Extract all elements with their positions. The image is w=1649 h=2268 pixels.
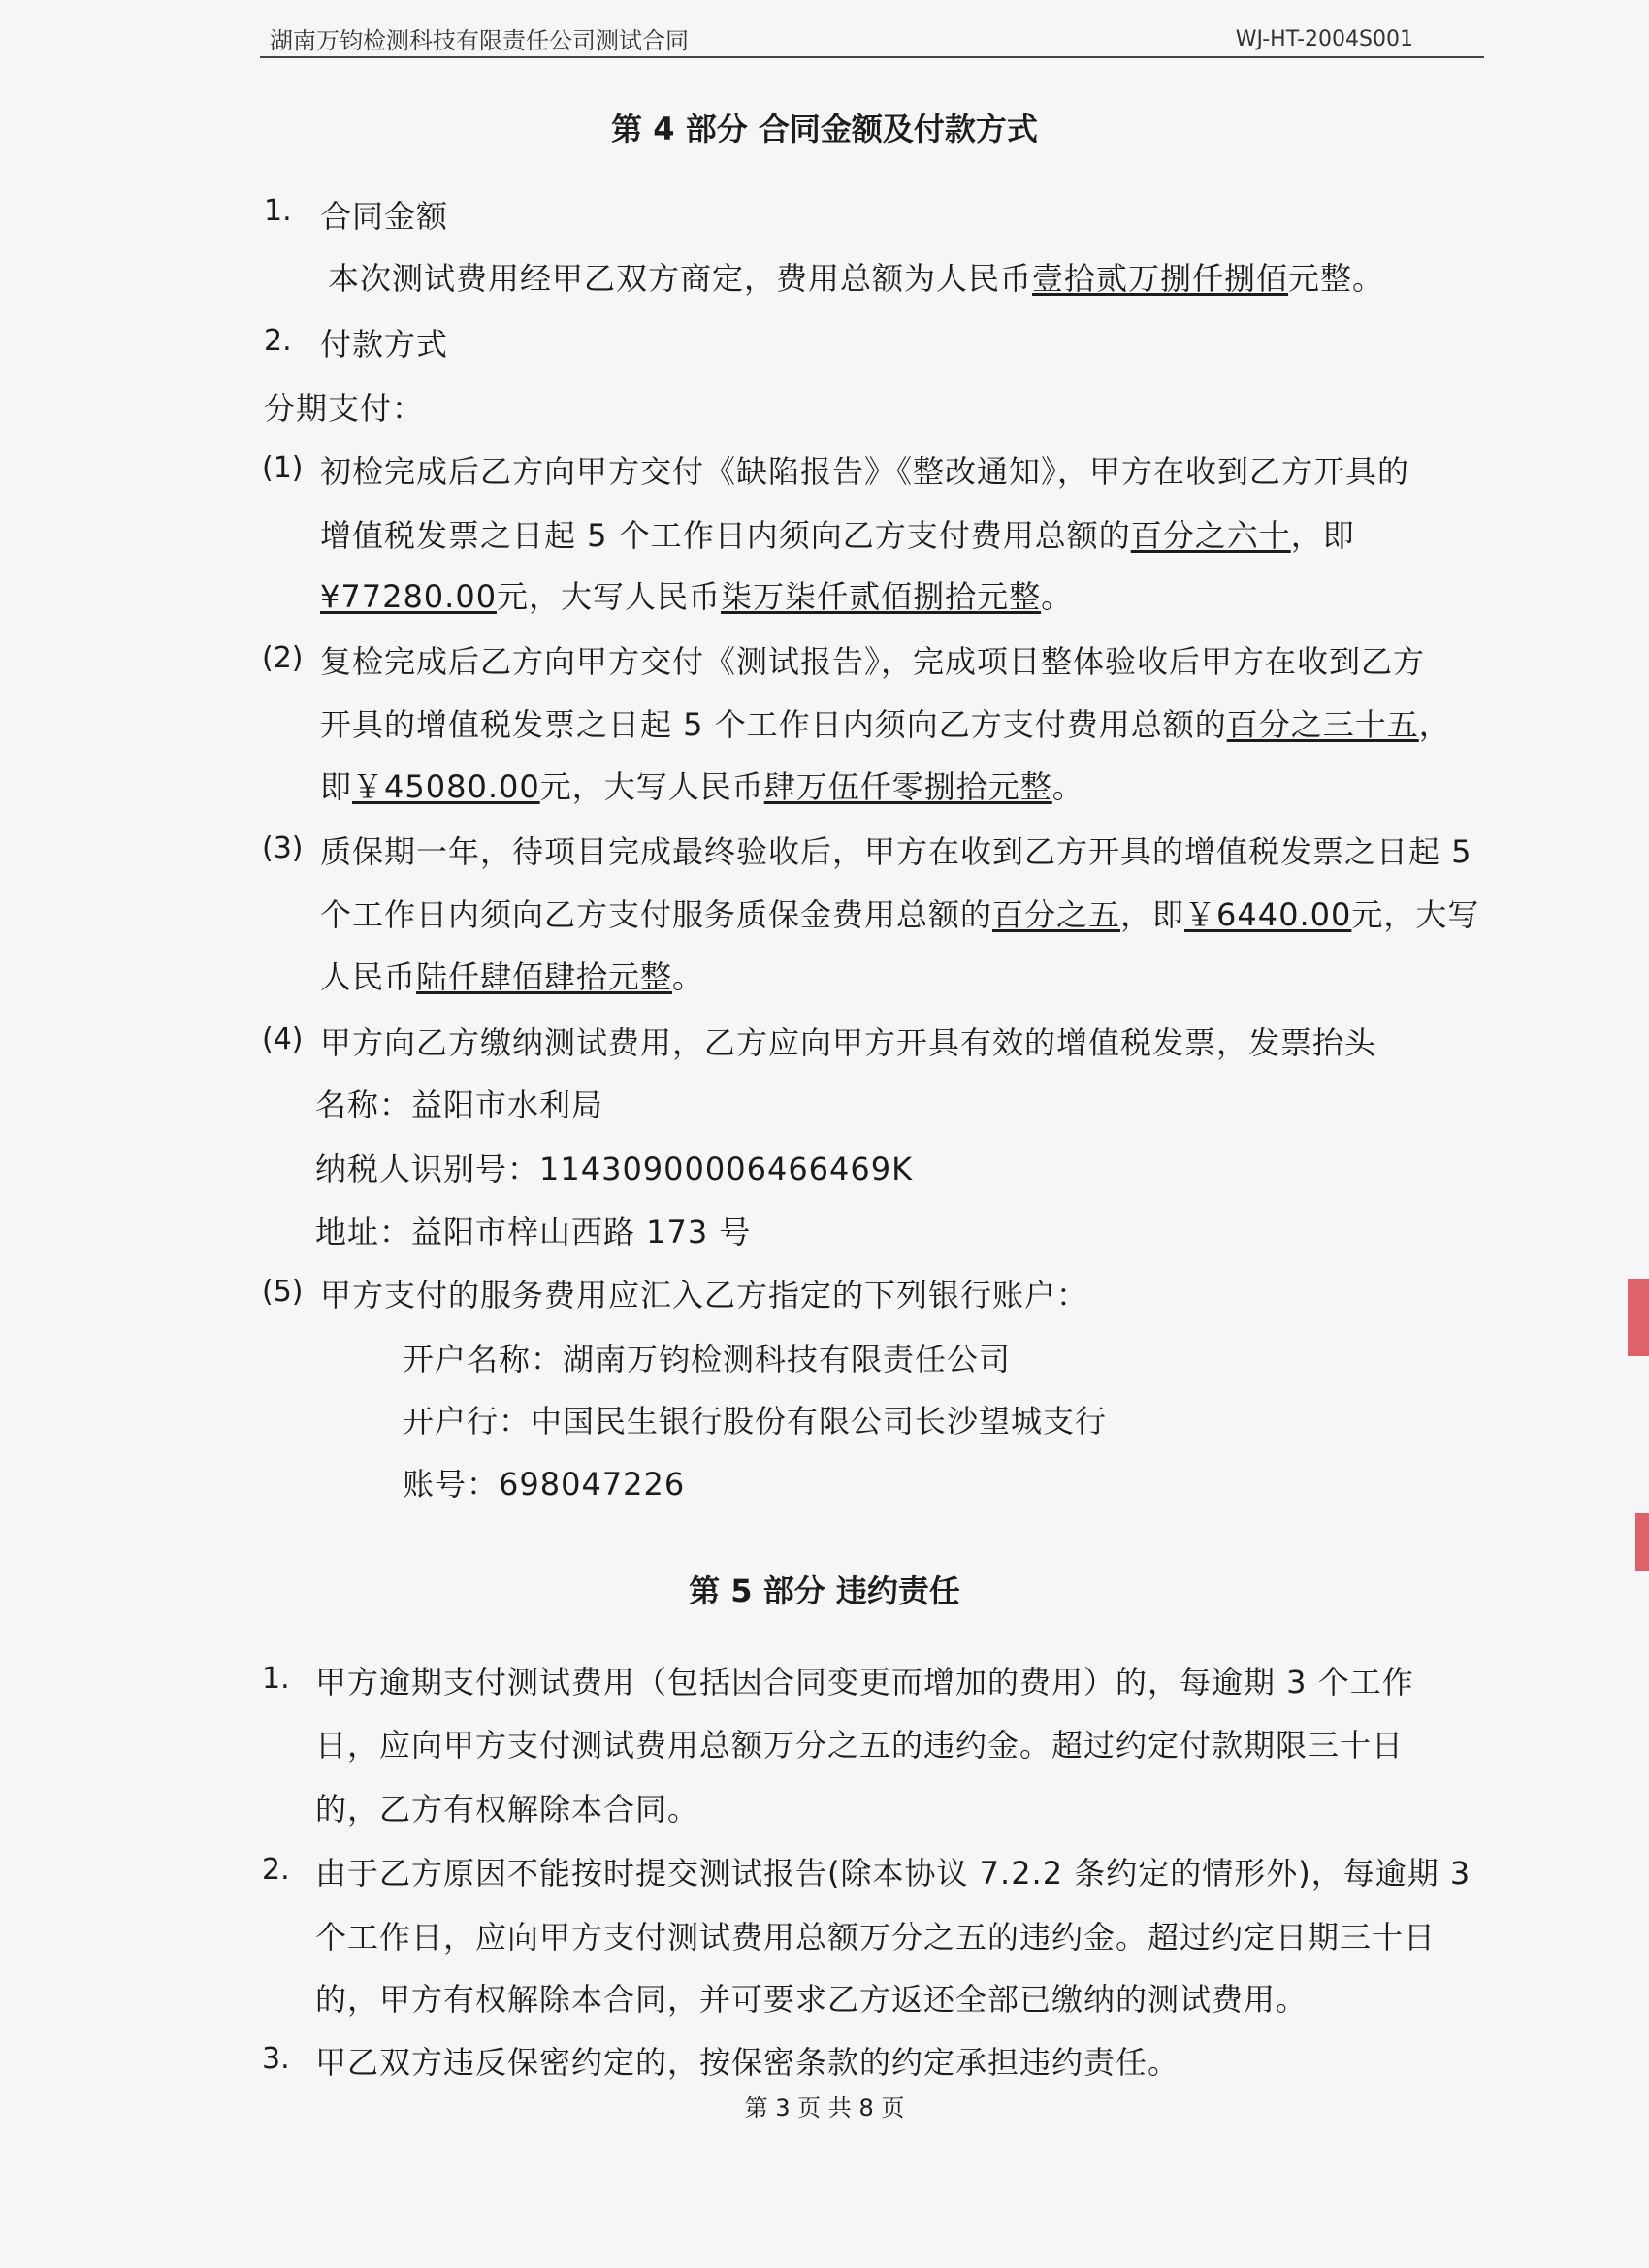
- item-1-words-label: 元，大写人民币: [497, 578, 722, 615]
- item-2-line-1: 复检完成后乙方向甲方交付《测试报告》，完成项目整体验收后甲方在收到乙方: [320, 643, 1426, 680]
- item-2-prefix: 即: [320, 768, 353, 805]
- amount-suffix: 元整。: [1288, 260, 1385, 297]
- contract-amount-line: [328, 254, 1384, 299]
- item-4-number: (4): [262, 1022, 304, 1056]
- item-1-number: (1): [262, 451, 304, 485]
- item-2-words: 肆万伍仟零捌拾元整: [763, 768, 1052, 805]
- section-2-number: 2.: [264, 324, 292, 358]
- item-2-text: 开具的增值税发票之日起 5 个工作日内须向乙方支付费用总额的: [320, 706, 1227, 743]
- account-name: 开户名称：湖南万钧检测科技有限责任公司: [403, 1341, 1012, 1377]
- installments-label: 分期支付：: [264, 390, 425, 427]
- seal-fragment-top: [1628, 1279, 1649, 1356]
- item-1-percent: 百分之六十: [1130, 517, 1291, 554]
- item-2-percent: 百分之三十五: [1226, 706, 1419, 743]
- item-1-amount: ¥77280.00: [320, 578, 498, 615]
- item-3-percent: 百分之五: [992, 896, 1121, 933]
- item-3-amount: ￥6440.00: [1184, 896, 1352, 933]
- item-1-words: 柒万柒仟贰佰捌拾元整: [721, 578, 1042, 615]
- item-1-text-b: ，即: [1290, 517, 1355, 554]
- clause-2-number: 2.: [262, 1853, 290, 1887]
- item-3-line-1: 质保期一年，待项目完成最终验收后，甲方在收到乙方开具的增值税发票之日起 5: [320, 833, 1472, 870]
- item-2-words-label: 元，大写人民币: [539, 768, 764, 805]
- account-bank: 开户行：中国民生银行股份有限公司长沙望城支行: [403, 1403, 1108, 1440]
- item-5-line-1: 甲方支付的服务费用应汇入乙方指定的下列银行账户：: [320, 1277, 1089, 1313]
- item-4-line-1: 甲方向乙方缴纳测试费用，乙方应向甲方开具有效的增值税发票，发票抬头: [320, 1024, 1377, 1061]
- amount-text: 本次测试费用经甲乙双方商定，费用总额为人民币: [328, 260, 1033, 297]
- item-1-line-3: [320, 572, 1073, 617]
- clause-2-line-1: 由于乙方原因不能按时提交测试报告(除本协议 7.2.2 条约定的情形外)，每逾期 3: [315, 1855, 1471, 1892]
- item-1-line-2: [320, 511, 1355, 556]
- invoice-tax-id: 纳税人识别号：11430900006466469K: [315, 1150, 914, 1187]
- item-3-line-3: [320, 953, 704, 997]
- clause-1-line-1: 甲方逾期支付测试费用（包括因合同变更而增加的费用）的，每逾期 3 个工作: [315, 1664, 1414, 1701]
- clause-3-line-1: 甲乙双方违反保密约定的，按保密条款的约定承担违约责任。: [315, 2044, 1180, 2081]
- page-number: 第 3 页 共 8 页: [744, 2094, 905, 2122]
- header-rule: [260, 56, 1484, 58]
- section-1-number: 1.: [264, 194, 292, 228]
- clause-1-number: 1.: [262, 1662, 290, 1696]
- clause-1-line-2: 日，应向甲方支付测试费用总额万分之五的违约金。超过约定付款期限三十日: [315, 1727, 1405, 1764]
- item-2-line-3: [320, 762, 1084, 807]
- item-5-number: (5): [262, 1275, 304, 1309]
- item-3-text-c: 元，大写: [1351, 896, 1480, 933]
- item-2-number: (2): [262, 641, 304, 675]
- item-3-text: 个工作日内须向乙方支付服务质保金费用总额的: [320, 896, 993, 933]
- account-number: 账号：698047226: [403, 1466, 686, 1503]
- item-3-words: 陆仟肆佰肆拾元整: [416, 958, 673, 995]
- clause-2-line-2: 个工作日，应向甲方支付测试费用总额万分之五的违约金。超过约定日期三十日: [315, 1919, 1437, 1956]
- section-1-title: 合同金额: [320, 198, 449, 235]
- header-title: 湖南万钧检测科技有限责任公司测试合同: [270, 27, 689, 54]
- header-doc-code: WJ-HT-2004S001: [1235, 27, 1413, 51]
- item-3-text-b: ，即: [1120, 896, 1185, 933]
- item-1-end: 。: [1041, 578, 1074, 615]
- clause-2-line-3: 的，甲方有权解除本合同，并可要求乙方返还全部已缴纳的测试费用。: [315, 1981, 1309, 2018]
- clause-1-line-3: 的，乙方有权解除本合同。: [315, 1791, 700, 1828]
- item-2-amount: ￥45080.00: [352, 768, 540, 805]
- section-2-title: 付款方式: [320, 326, 449, 363]
- item-2-text-b: ，: [1418, 706, 1451, 743]
- clause-3-number: 3.: [262, 2042, 290, 2076]
- item-2-line-2: [320, 700, 1451, 745]
- item-3-end: 。: [672, 958, 705, 995]
- invoice-name: 名称：益阳市水利局: [315, 1086, 604, 1123]
- item-3-number: (3): [262, 831, 304, 865]
- item-1-text: 增值税发票之日起 5 个工作日内须向乙方支付费用总额的: [320, 517, 1131, 554]
- part5-title: 第 5 部分 违约责任: [689, 1572, 960, 1609]
- item-3-line-2: [320, 891, 1479, 935]
- part4-title: 第 4 部分 合同金额及付款方式: [611, 111, 1038, 147]
- item-2-end: 。: [1051, 768, 1084, 805]
- total-amount: 壹拾贰万捌仟捌佰: [1032, 260, 1289, 297]
- seal-fragment-bottom: [1635, 1513, 1649, 1571]
- invoice-address: 地址：益阳市梓山西路 173 号: [315, 1214, 752, 1250]
- item-1-line-1: 初检完成后乙方向甲方交付《缺陷报告》《整改通知》，甲方在收到乙方开具的: [320, 453, 1410, 490]
- item-3-prefix: 人民币: [320, 958, 417, 995]
